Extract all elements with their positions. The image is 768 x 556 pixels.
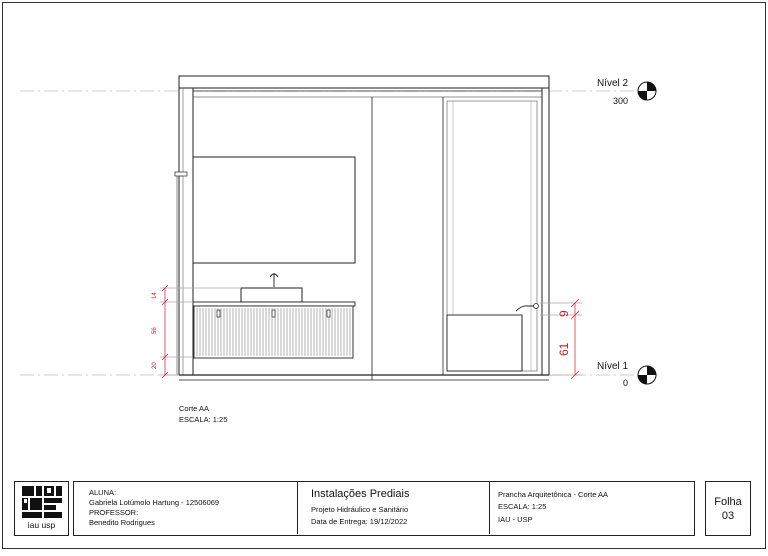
delivery-date: Data de Entrega: 19/12/2022	[311, 517, 408, 526]
project-name: Projeto Hidráulico e Sanitário	[311, 505, 409, 514]
shower-bench	[447, 315, 522, 371]
dim-label-61: 61	[557, 342, 571, 356]
logo-text: iau usp	[27, 520, 56, 530]
professor-label: PROFESSOR:	[89, 508, 139, 517]
sheet-number: 03	[721, 510, 735, 522]
institution: IAU - USP	[498, 515, 533, 524]
dim-label-56: 56	[152, 327, 158, 334]
ceiling-slab	[179, 76, 549, 88]
level-2-elevation: 300	[613, 96, 629, 106]
section-caption-scale: ESCALA: 1:25	[179, 415, 228, 424]
sheet-title: Prancha Arquitetônica - Corte AA	[498, 490, 609, 499]
right-wall	[542, 88, 549, 375]
basin	[241, 288, 302, 302]
faucet	[270, 273, 278, 287]
towel-bar	[175, 172, 187, 176]
sheet-label: Folha	[714, 496, 742, 508]
level-1-elevation: 0	[623, 378, 629, 388]
countertop	[193, 302, 355, 306]
level-1-name: Nível 1	[597, 361, 629, 372]
level-2-marker	[638, 82, 656, 100]
student-label: ALUNA:	[89, 488, 117, 497]
title-divider-2	[489, 482, 490, 534]
level-1-marker	[638, 366, 656, 384]
dim-label-9: 9	[557, 310, 571, 317]
sheet-scale: ESCALA: 1:25	[498, 502, 547, 511]
dim-label-20: 20	[152, 362, 158, 369]
left-wall	[179, 88, 193, 375]
mirror	[193, 157, 355, 263]
student-name: Gabriela Lotúmolo Hartung - 12506069	[89, 498, 220, 507]
section-caption-title: Corte AA	[179, 404, 210, 413]
professor-name: Benedito Rodrigues	[89, 518, 155, 527]
level-2-name: Nível 2	[597, 78, 629, 89]
course-title: Instalações Prediais	[311, 488, 410, 500]
sheet-number-box	[705, 481, 751, 536]
logo-box	[14, 481, 69, 536]
dim-label-14: 14	[152, 292, 158, 299]
title-divider-1	[297, 482, 298, 534]
